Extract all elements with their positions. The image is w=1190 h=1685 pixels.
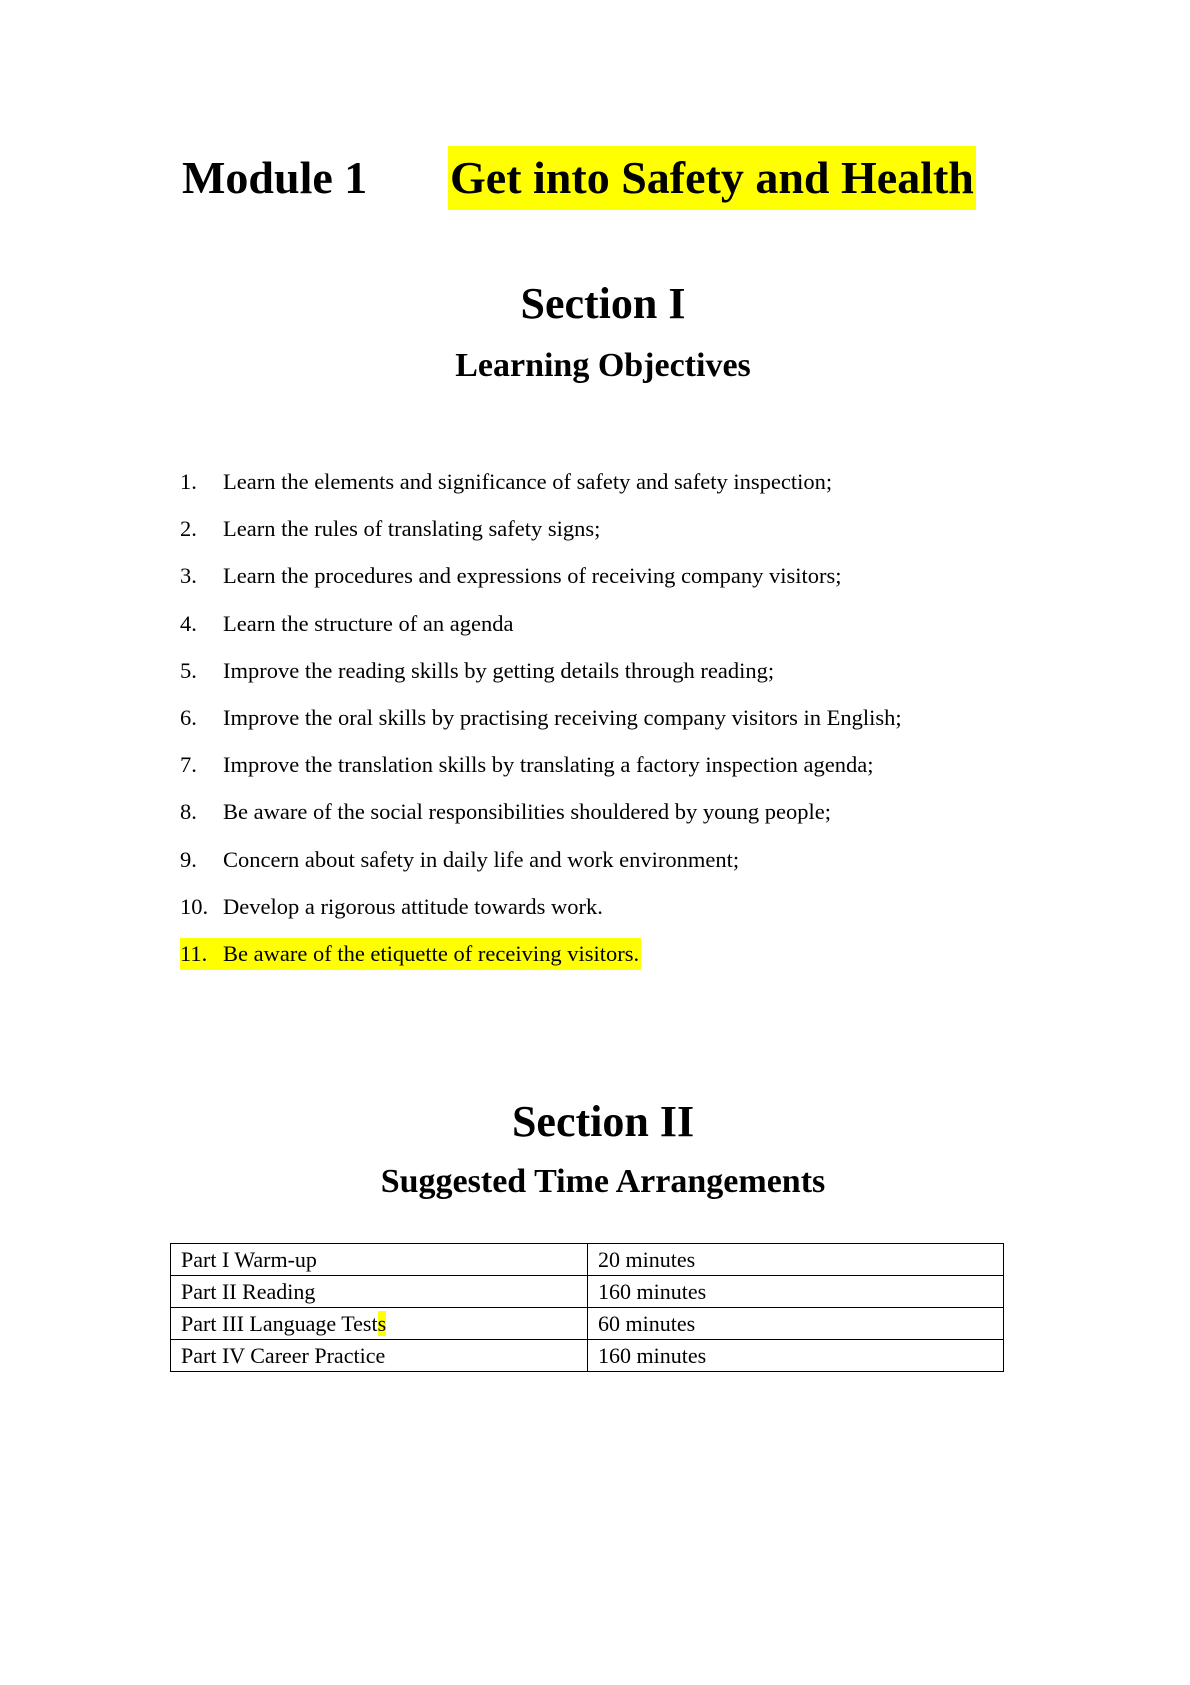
- objective-text: Develop a rigorous attitude towards work.: [223, 893, 603, 919]
- objective-highlight: [180, 938, 641, 970]
- objective-item: [180, 796, 904, 843]
- objective-number: 6.: [180, 704, 197, 730]
- objective-number: 8.: [180, 799, 197, 825]
- time-cell: 20 minutes: [588, 1244, 1004, 1276]
- objective-item-highlighted: [180, 938, 904, 985]
- objective-number: 10.: [180, 893, 209, 919]
- objective-item: [180, 891, 904, 938]
- objective-text: Improve the reading skills by getting details through reading;: [223, 657, 775, 683]
- learning-objectives-list: [180, 466, 904, 985]
- part-cell: Part IV Career Practice: [171, 1340, 588, 1372]
- objective-number: 11.: [180, 940, 208, 966]
- objective-text: Concern about safety in daily life and work environment;: [223, 846, 740, 872]
- objective-text: Improve the translation skills by translating a factory inspection agenda;: [223, 752, 874, 778]
- objective-item: [180, 513, 904, 560]
- table-row: [171, 1340, 1004, 1372]
- objective-item: [180, 844, 904, 891]
- time-arrangement-table: [170, 1243, 1004, 1372]
- objective-number: 5.: [180, 657, 197, 683]
- time-cell: 160 minutes: [588, 1276, 1004, 1308]
- objective-text: Learn the elements and significance of safety and safety inspection;: [223, 469, 833, 494]
- objective-number: 9.: [180, 846, 197, 872]
- part-cell: Part I Warm-up: [171, 1244, 588, 1276]
- objective-item: [180, 560, 904, 607]
- module-label: Module 1: [182, 152, 368, 203]
- part-text-highlighted: s: [377, 1311, 387, 1336]
- objective-text: Learn the rules of translating safety signs;: [223, 516, 601, 542]
- objective-text: Learn the procedures and expressions of receiving company visitors;: [223, 563, 842, 589]
- time-cell: 160 minutes: [588, 1340, 1004, 1372]
- part-text: Part III Language Test: [181, 1311, 378, 1336]
- objective-number: 7.: [180, 752, 197, 778]
- objective-text: Improve the oral skills by practising receiving company visitors in English;: [223, 704, 902, 730]
- section-1-title: Section I: [520, 279, 686, 328]
- table-row: [171, 1276, 1004, 1308]
- table-row: [171, 1308, 1004, 1340]
- section-2-title: Section II: [511, 1097, 695, 1146]
- section-1-subtitle: Learning Objectives: [455, 347, 751, 384]
- objective-number: 4.: [180, 610, 197, 636]
- objective-number: 2.: [180, 516, 197, 542]
- section-2-subtitle: Suggested Time Arrangements: [380, 1163, 826, 1200]
- objective-item: [180, 608, 904, 655]
- objective-item: [180, 655, 904, 702]
- part-cell: [171, 1308, 588, 1340]
- objective-item: [180, 702, 904, 749]
- objective-text: Be aware of the etiquette of receiving visitors.: [223, 940, 640, 966]
- objective-text: Learn the structure of an agenda: [223, 610, 514, 636]
- table-row: [171, 1244, 1004, 1276]
- module-title: Get into Safety and Health: [448, 146, 976, 210]
- part-cell: Part II Reading: [171, 1276, 588, 1308]
- objective-number: 1.: [180, 469, 197, 494]
- time-cell: 60 minutes: [588, 1308, 1004, 1340]
- objective-item: [180, 466, 904, 513]
- objective-item: [180, 749, 904, 796]
- objective-text: Be aware of the social responsibilities shouldered by young people;: [223, 799, 831, 825]
- objective-number: 3.: [180, 563, 197, 589]
